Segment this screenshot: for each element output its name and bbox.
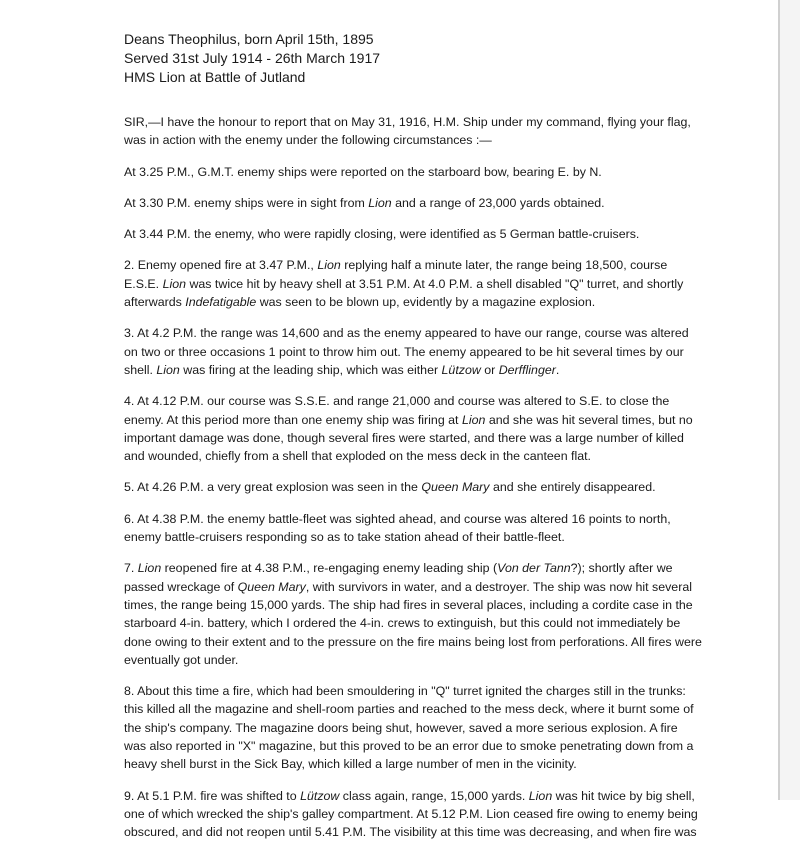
paragraph-line — [124, 682, 690, 700]
paragraph-line — [124, 131, 690, 149]
text-run: and she was hit several times, but no — [485, 412, 693, 427]
text-run: reopened fire at 4.38 P.M., re-engaging enemy leading ship ( — [161, 561, 498, 576]
text-run: starboard 4-in. battery, which I ordered the 4-in. crews to extinguish, but this could not immediately be — [124, 616, 681, 631]
paragraph-line — [124, 633, 702, 651]
paragraph — [124, 392, 693, 465]
text-run: afterwards — [124, 295, 186, 310]
paragraph-line — [124, 700, 694, 718]
italic-text: Lützow — [300, 788, 340, 803]
text-run: replying half a minute later, the range being 18,500, course — [340, 258, 668, 273]
paragraph-line — [124, 787, 695, 805]
text-run: on two or three occasions 1 point to throw him out. The enemy appeared to be hit several times by our — [124, 344, 684, 359]
italic-text: Lion — [368, 195, 392, 210]
text-run: or — [480, 362, 499, 377]
italic-text: Lion — [317, 258, 341, 273]
paragraph — [124, 559, 702, 669]
paragraph-line — [124, 225, 690, 243]
text-run: the ship's company. The magazine doors being shut, however, saved a more serious explosion. A fire — [124, 720, 678, 735]
paragraph-line — [124, 256, 690, 274]
text-run: 7. — [124, 561, 138, 576]
paragraph-line — [124, 528, 690, 546]
text-run: important damage was done, though several fires were started, and there was a large number of killed — [124, 430, 684, 445]
text-run: and she entirely disappeared. — [489, 480, 656, 495]
italic-text: Indefatigable — [185, 295, 257, 310]
paragraph-line — [124, 805, 698, 823]
text-run: enemy battle-cruisers responding so as to take station ahead of their battle-fleet. — [124, 530, 565, 545]
text-run: ?); shortly after we — [570, 561, 673, 576]
paragraph — [124, 324, 690, 379]
paragraph — [124, 113, 690, 150]
text-run: . — [555, 362, 560, 377]
paragraph — [124, 478, 690, 496]
paragraph-line — [124, 361, 690, 379]
text-run: 3. At 4.2 P.M. the range was 14,600 and as the enemy appeared to have our range, course was altered — [124, 326, 689, 341]
text-run: passed wreckage of — [124, 579, 238, 594]
paragraph-line — [124, 596, 693, 614]
paragraph-line — [124, 823, 697, 841]
paragraph — [124, 256, 690, 311]
paragraph-line — [124, 478, 690, 496]
document-body — [124, 113, 702, 855]
text-run: At 3.30 P.M. enemy ships were in sight from — [124, 195, 369, 210]
text-run: 9. At 5.1 P.M. fire was shifted to — [124, 788, 301, 803]
header-line: Served 31st July 1914 - 26th March 1917 — [124, 50, 381, 66]
text-run: was twice hit by heavy shell at 3.51 P.M. At 4.0 P.M. a shell disabled "Q" turret, and shortly — [186, 276, 684, 291]
italic-text: Lion — [137, 561, 162, 576]
paragraph — [124, 194, 690, 212]
text-run: one of which wrecked the ship's galley compartment. At 5.12 P.M. Lion ceased fire owing to enemy being — [124, 806, 698, 821]
italic-text: Derfflinger — [498, 362, 556, 377]
paragraph-line — [124, 163, 690, 181]
text-run: 8. About this time a fire, which had been smouldering in "Q" turret ignited the charges still in the trunks: — [124, 684, 686, 699]
paragraph — [124, 787, 698, 842]
text-run: heavy shell burst in the Sick Bay, which killed a large number of men in the vicinity. — [124, 757, 577, 772]
text-run: 5. At 4.26 P.M. a very great explosion was seen in the — [124, 480, 422, 495]
italic-text: Lion — [528, 788, 553, 803]
text-run: class again, range, 15,000 yards. — [339, 788, 529, 803]
paragraph-line — [124, 293, 690, 311]
italic-text: Von der Tann — [497, 561, 571, 576]
document-header — [124, 30, 724, 87]
paragraph — [124, 682, 694, 773]
viewer-gutter — [780, 0, 800, 800]
paragraph — [124, 225, 690, 243]
paragraph-line — [124, 113, 690, 131]
text-run: SIR,—I have the honour to report that on May 31, 1916, H.M. Ship under my command, flying your flag, — [124, 115, 691, 129]
text-run: done owing to their extent and to the pressure on the fire mains being lost from perforations. All fires were — [124, 634, 702, 649]
paragraph-line — [124, 719, 690, 737]
paragraph-line — [124, 392, 690, 410]
header-line: Deans Theophilus, born April 15th, 1895 — [124, 31, 374, 47]
paragraph-line — [124, 755, 690, 773]
text-run: At 3.25 P.M., G.M.T. enemy ships were reported on the starboard bow, bearing E. by N. — [124, 164, 602, 179]
text-run: shell. — [124, 362, 157, 377]
italic-text: Queen Mary — [421, 480, 490, 495]
text-run: was firing at the leading ship, which was either — [179, 362, 442, 377]
text-run: E.S.E. — [124, 276, 163, 291]
text-run: eventually got under. — [124, 652, 239, 667]
italic-text: Lion — [461, 412, 486, 427]
text-run: enemy. At this period more than one enemy ship was firing at — [124, 412, 462, 427]
text-run: times, the range being 15,000 yards. The ship had fires in several places, including a cordite case in the — [124, 597, 693, 612]
paragraph-line — [124, 447, 690, 465]
text-run: and wounded, chiefly from a shell that exploded on the mess deck in the canteen flat. — [124, 449, 592, 464]
text-run: , with survivors in water, and a destroyer. The ship was now hit several — [305, 579, 692, 594]
paragraph-line — [124, 429, 690, 447]
paragraph-line — [124, 411, 693, 429]
paragraph-line — [124, 614, 690, 632]
paragraph — [124, 510, 690, 547]
text-run: 4. At 4.12 P.M. our course was S.S.E. and range 21,000 and course was altered to S.E. to close the — [124, 394, 670, 409]
text-run: 2. Enemy opened fire at 3.47 P.M., — [124, 258, 318, 273]
paragraph-line — [124, 275, 690, 293]
paragraph-line — [124, 651, 690, 669]
paragraph-line — [124, 559, 690, 577]
text-run: obscured, and did not reopen until 5.41 P.M. The visibility at this time was decreasing, and when fire was — [124, 825, 697, 840]
text-run: this killed all the magazine and shell-room parties and reached to the mess deck, where it burnt some of — [124, 702, 694, 717]
text-run: was also reported in "X" magazine, but this proved to be an error due to smoke penetrating down from a — [124, 739, 694, 754]
text-run: was seen to be blown up, evidently by a magazine explosion. — [256, 295, 596, 310]
text-run: was in action with the enemy under the following circumstances :— — [124, 133, 492, 148]
paragraph-line — [124, 510, 690, 528]
italic-text: Queen Mary — [237, 579, 306, 594]
paragraph-line — [124, 737, 694, 755]
italic-text: Lion — [162, 276, 187, 291]
text-run: was hit twice by big shell, — [552, 788, 695, 803]
paragraph-line — [124, 194, 690, 212]
header-line: HMS Lion at Battle of Jutland — [124, 69, 306, 85]
italic-text: Lützow — [441, 362, 481, 377]
paragraph-line — [124, 343, 690, 361]
paragraph-line — [124, 578, 690, 596]
italic-text: Lion — [156, 362, 180, 377]
paragraph — [124, 163, 690, 181]
text-run: At 3.44 P.M. the enemy, who were rapidly closing, were identified as 5 German battle-cruisers. — [124, 227, 640, 242]
paragraph-line — [124, 324, 690, 342]
text-run: and a range of 23,000 yards obtained. — [391, 195, 605, 210]
text-run: 6. At 4.38 P.M. the enemy battle-fleet was sighted ahead, and course was altered 16 points to north, — [124, 511, 671, 526]
